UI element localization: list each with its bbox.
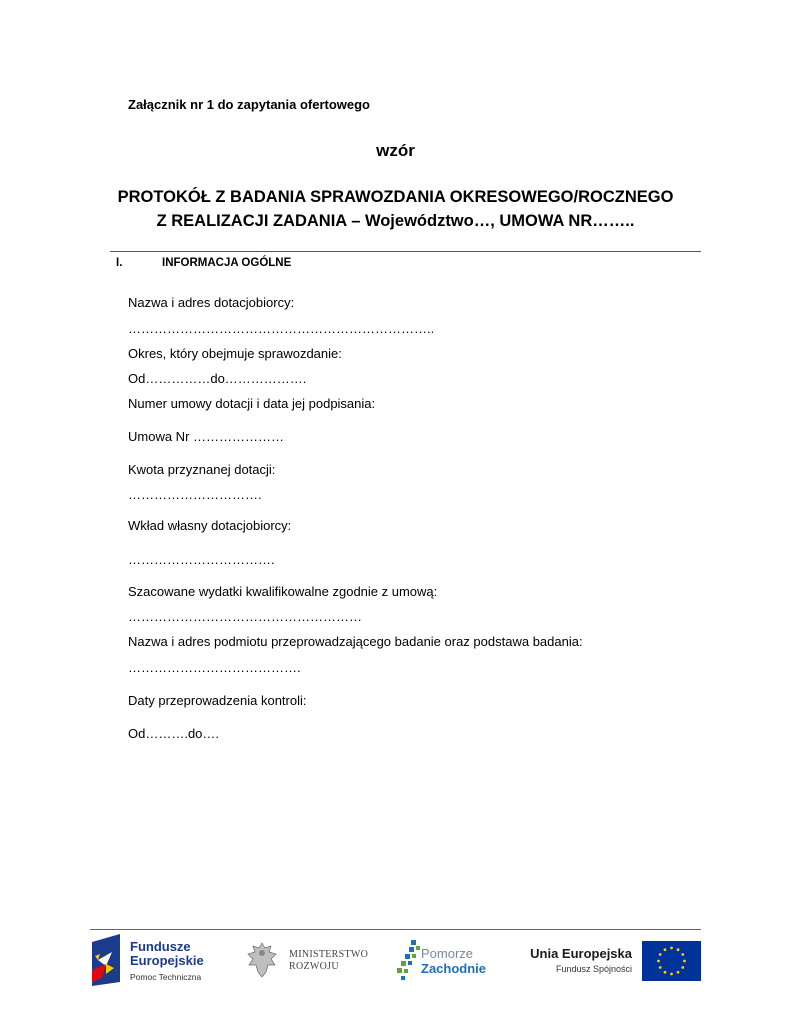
document-subtitle: wzór xyxy=(376,141,415,160)
section-divider xyxy=(110,251,701,252)
field-value: Od……….do…. xyxy=(128,726,220,741)
title-line-2: Z REALIZACJI ZADANIA – Województwo…, UMOWA NR…….. xyxy=(156,212,635,230)
field-value: Umowa Nr ………………… xyxy=(128,429,285,444)
fe-line-3: Pomoc Techniczna xyxy=(130,972,202,982)
field-label: Szacowane wydatki kwalifikowalne zgodnie z umową: xyxy=(128,584,438,599)
fe-line-1: Fundusze xyxy=(130,939,191,954)
title-line-1: PROTOKÓŁ Z BADANIA SPRAWOZDANIA OKRESOWEGO/ROCZNEGO xyxy=(117,188,674,206)
document-title xyxy=(0,185,791,233)
fundusze-europejskie-logo xyxy=(92,934,217,986)
field-label: Okres, który obejmuje sprawozdanie: xyxy=(128,346,342,361)
field-value: …………………………………………………………….. xyxy=(128,321,435,336)
field-label: Nazwa i adres dotacjobiorcy: xyxy=(128,295,295,310)
eagle-emblem-icon xyxy=(245,940,279,980)
pz-line-2: Zachodnie xyxy=(421,961,487,976)
field-label: Nazwa i adres podmiotu przeprowadzającego badanie oraz podstawa badania: xyxy=(128,634,583,649)
footer-divider xyxy=(90,929,701,930)
unia-europejska-label xyxy=(520,946,632,974)
field-value: ……………………………………………… xyxy=(128,609,362,624)
eu-flag-graphic xyxy=(642,941,701,981)
field-value: …………………………. xyxy=(128,487,262,502)
ue-line-2: Fundusz Spójności xyxy=(555,964,632,974)
mr-line-2: ROZWOJU xyxy=(289,961,339,972)
ministerstwo-rozwoju-logo xyxy=(245,940,375,984)
field-label: Numer umowy dotacji i data jej podpisania: xyxy=(128,396,376,411)
eu-flag-icon xyxy=(642,941,701,981)
section-number: I. xyxy=(116,257,123,269)
ue-line-1: Unia Europejska xyxy=(530,946,632,961)
pz-emblem-icon xyxy=(393,938,423,984)
pz-line-1: Pomorze xyxy=(421,946,474,961)
field-label: Kwota przyznanej dotacji: xyxy=(128,462,276,477)
pomorze-zachodnie-logo xyxy=(393,938,488,986)
mr-line-1: MINISTERSTWO xyxy=(289,949,369,960)
field-label: Daty przeprowadzenia kontroli: xyxy=(128,693,307,708)
field-value: ……………………………. xyxy=(128,552,275,567)
fe-star-icon xyxy=(92,934,122,986)
fe-line-2: Europejskie xyxy=(130,953,204,968)
field-label: Wkład własny dotacjobiorcy: xyxy=(128,518,292,533)
section-title: INFORMACJA OGÓLNE xyxy=(162,257,292,269)
field-value: …………………………………. xyxy=(128,660,301,675)
attachment-note: Załącznik nr 1 do zapytania ofertowego xyxy=(128,97,370,112)
field-value: Od……………do………………. xyxy=(128,371,307,386)
